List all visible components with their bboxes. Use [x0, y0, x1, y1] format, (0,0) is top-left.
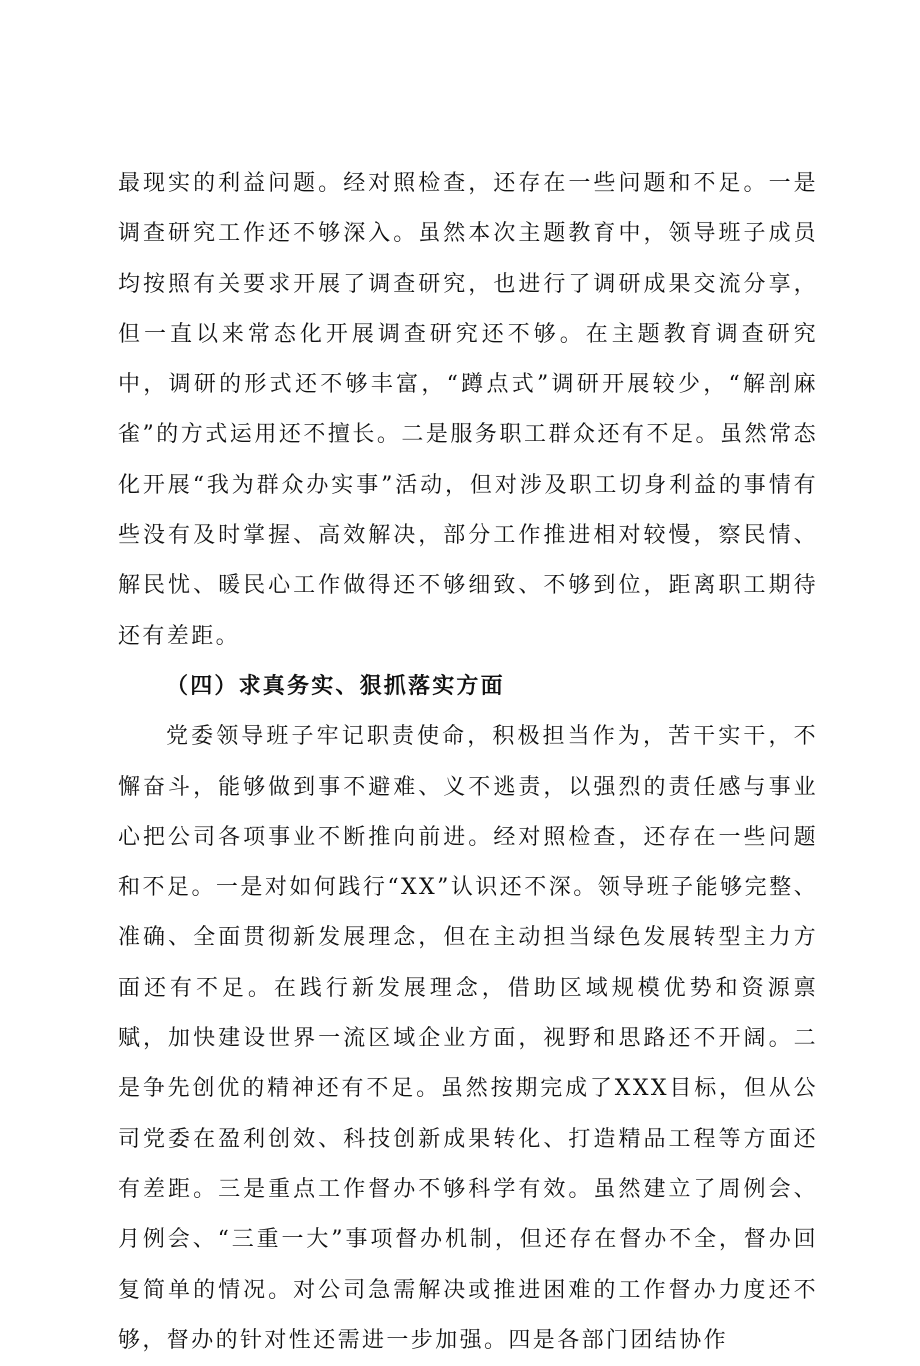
document-body	[118, 159, 818, 1366]
paragraph-continued: 最现实的利益问题。经对照检查，还存在一些问题和不足。一是调查研究工作还不够深入。虽然本次主题教育中，领导班子成员均按照有关要求开展了调查研究，也进行了调研成果交流分享，但一直以来常态化开展调查研究还不够。在主题教育调查研究中，调研的形式还不够丰富，“蹲点式”调研开展较少，“解剖麻雀”的方式运用还不擅长。二是服务职工群众还有不足。虽然常态化开展“我为群众办实事”活动，但对涉及职工切身利益的事情有些没有及时掌握、高效解决，部分工作推进相对较慢，察民情、解民忧、暖民心工作做得还不够细致、不够到位，距离职工期待还有差距。	[118, 171, 818, 649]
section-heading: （四）求真务实、狠抓落实方面	[166, 673, 505, 699]
paragraph-section-body: 党委领导班子牢记职责使命，积极担当作为，苦干实干，不懈奋斗，能够做到事不避难、义不逃责，以强烈的责任感与事业心把公司各项事业不断推向前进。经对照检查，还存在一些问题和不足。一是对如何践行“XX”认识还不深。领导班子能够完整、准确、全面贯彻新发展理念，但在主动担当绿色发展转型主力方面还有不足。在践行新发展理念，借助区域规模优势和资源禀赋，加快建设世界一流区域企业方面，视野和思路还不开阔。二是争先创优的精神还有不足。虽然按期完成了XXX目标，但从公司党委在盈利创效、科技创新成果转化、打造精品工程等方面还有差距。三是重点工作督办不够科学有效。虽然建立了周例会、月例会、“三重一大”事项督办机制，但还存在督办不全，督办回复简单的情况。对公司急需解决或推进困难的工作督办力度还不够，督办的针对性还需进一步加强。四是各部门团结协作	[118, 724, 818, 1353]
